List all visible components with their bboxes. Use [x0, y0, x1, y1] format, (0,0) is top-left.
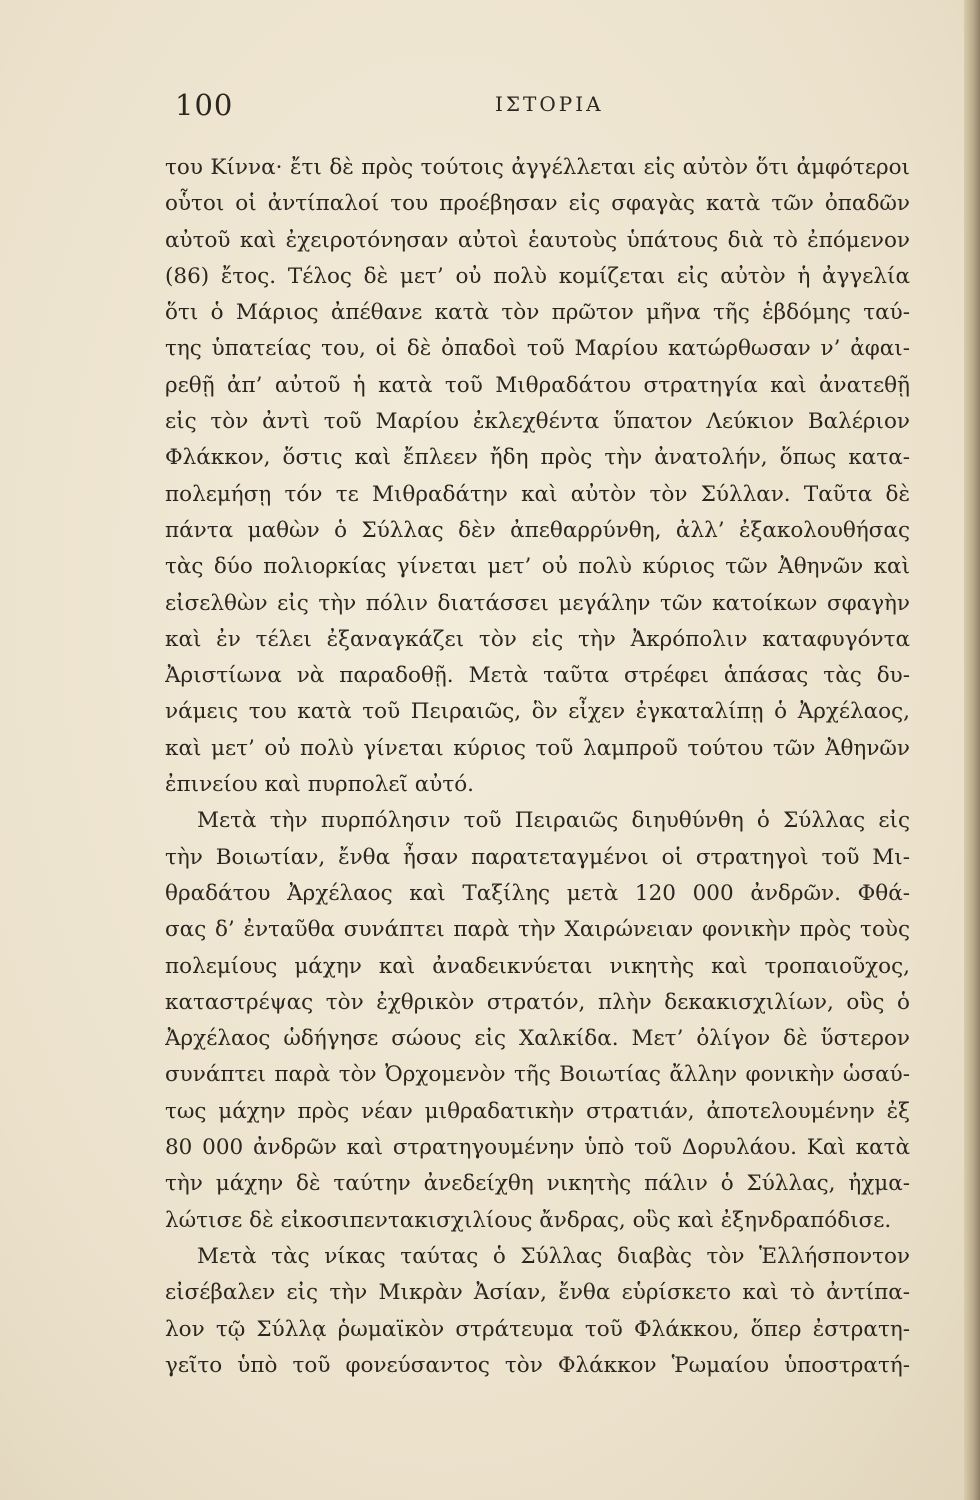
text-line: συνάπτει παρὰ τὸν Ὀρχομενὸν τῆς Βοιωτίας ἄλλην φονικὴν ὡσαύ-	[165, 1062, 910, 1088]
page-header	[165, 88, 910, 128]
text-line: 80 000 ἀνδρῶν καὶ στρατηγουμένην ὑπὸ τοῦ Δορυλάου. Καὶ κατὰ	[165, 1135, 910, 1161]
text-line: λώτισε δὲ εἰκοσιπεντακισχιλίους ἄνδρας, οὓς καὶ ἐξηνδραπόδισε.	[165, 1207, 892, 1233]
text-line: ὅτι ὁ Μάριος ἀπέθανε κατὰ τὸν πρῶτον μῆνα τῆς ἑβδόμης ταύ-	[165, 300, 910, 326]
text-line: Ἀριστίωνα νὰ παραδοθῇ. Μετὰ ταῦτα στρέφει ἁπάσας τὰς δυ-	[165, 663, 910, 689]
text-line: Μετὰ τὴν πυρπόλησιν τοῦ Πειραιῶς διηυθύνθη ὁ Σύλλας εἰς	[197, 808, 910, 834]
text-line: εἰς τὸν ἀντὶ τοῦ Μαρίου ἐκλεχθέντα ὕπατον Λεύκιον Βαλέριον	[165, 409, 910, 435]
text-line: πάντα μαθὼν ὁ Σύλλας δὲν ἀπεθαρρύνθη, ἀλλ’ ἐξακολουθήσας	[165, 517, 910, 543]
text-line: εἰσελθὼν εἰς τὴν πόλιν διατάσσει μεγάλην τῶν κατοίκων σφαγὴν	[165, 590, 910, 616]
text-line: Μετὰ τὰς νίκας ταύτας ὁ Σύλλας διαβὰς τὸν Ἑλλήσποντον	[197, 1243, 910, 1269]
text-line: Ἀρχέλαος ὡδήγησε σώους εἰς Χαλκίδα. Μετ’ ὀλίγον δὲ ὕστερον	[165, 1026, 910, 1052]
text-line: τὰς δύο πολιορκίας γίνεται μετ’ οὐ πολὺ κύριος τῶν Ἀθηνῶν καὶ	[165, 554, 910, 580]
text-line: του Κίννα· ἔτι δὲ πρὸς τούτοις ἀγγέλλεται εἰς αὐτὸν ὅτι ἀμφότεροι	[165, 155, 910, 180]
text-line: ρεθῇ ἀπ’ αὐτοῦ ἡ κατὰ τοῦ Μιθραδάτου στρατηγία καὶ ἀνατεθῇ	[165, 372, 910, 398]
text-line: Φλάκκον, ὅστις καὶ ἔπλεεν ἤδη πρὸς τὴν ἀνατολήν, ὅπως κατα-	[165, 445, 910, 471]
text-line: εἰσέβαλεν εἰς τὴν Μικρὰν Ἀσίαν, ἔνθα εὑρίσκετο καὶ τὸ ἀντίπα-	[165, 1280, 910, 1306]
page-number: 100	[175, 88, 234, 122]
running-title: ΙΣΤΟΡΙΑ	[495, 92, 604, 116]
text-line: πολεμήσῃ τόν τε Μιθραδάτην καὶ αὐτὸν τὸν Σύλλαν. Ταῦτα δὲ	[165, 481, 910, 507]
text-line: λον τῷ Σύλλᾳ ῥωμαϊκὸν στράτευμα τοῦ Φλάκκου, ὅπερ ἐστρατη-	[165, 1316, 910, 1342]
text-line: σας δ’ ἐνταῦθα συνάπτει παρὰ τὴν Χαιρώνειαν φονικὴν πρὸς τοὺς	[165, 917, 910, 943]
text-body	[165, 150, 910, 1384]
text-line: τὴν Βοιωτίαν, ἔνθα ἦσαν παρατεταγμένοι οἱ στρατηγοὶ τοῦ Μι-	[165, 844, 910, 870]
text-line: νάμεις του κατὰ τοῦ Πειραιῶς, ὃν εἶχεν ἐγκαταλίπῃ ὁ Ἀρχέλαος,	[165, 699, 910, 725]
text-line: αὐτοῦ καὶ ἐχειροτόνησαν αὐτοὶ ἑαυτοὺς ὑπάτους διὰ τὸ ἐπόμενον	[165, 227, 910, 253]
text-line: οὗτοι οἱ ἀντίπαλοί του προέβησαν εἰς σφαγὰς κατὰ τῶν ὀπαδῶν	[165, 191, 910, 217]
text-line: τως μάχην πρὸς νέαν μιθραδατικὴν στρατιάν, ἀποτελουμένην ἐξ	[165, 1098, 910, 1124]
text-line: θραδάτου Ἀρχέλαος καὶ Ταξίλης μετὰ 120 000 ἀνδρῶν. Φθά-	[165, 880, 910, 906]
text-line: καὶ ἐν τέλει ἐξαναγκάζει τὸν εἰς τὴν Ἀκρόπολιν καταφυγόντα	[165, 626, 910, 652]
text-line: πολεμίους μάχην καὶ ἀναδεικνύεται νικητὴς καὶ τροπαιοῦχος,	[165, 953, 910, 979]
text-line: καὶ μετ’ οὐ πολὺ γίνεται κύριος τοῦ λαμπροῦ τούτου τῶν Ἀθηνῶν	[165, 735, 910, 761]
text-line: της ὑπατείας του, οἱ δὲ ὀπαδοὶ τοῦ Μαρίου κατώρθωσαν ν’ ἀφαι-	[165, 336, 910, 362]
page-edge	[964, 0, 980, 1500]
text-line: γεῖτο ὑπὸ τοῦ φονεύσαντος τὸν Φλάκκον Ῥωμαίου ὑποστρατή-	[165, 1352, 910, 1378]
text-line: (86) ἔτος. Τέλος δὲ μετ’ οὐ πολὺ κομίζεται εἰς αὐτὸν ἡ ἀγγελία	[165, 263, 910, 289]
text-line: καταστρέψας τὸν ἐχθρικὸν στρατόν, πλὴν δεκακισχιλίων, οὓς ὁ	[165, 989, 910, 1015]
text-line: τὴν μάχην δὲ ταύτην ἀνεδείχθη νικητὴς πάλιν ὁ Σύλλας, ἠχμα-	[165, 1171, 910, 1197]
text-line: ἐπινείου καὶ πυρπολεῖ αὐτό.	[165, 772, 475, 798]
